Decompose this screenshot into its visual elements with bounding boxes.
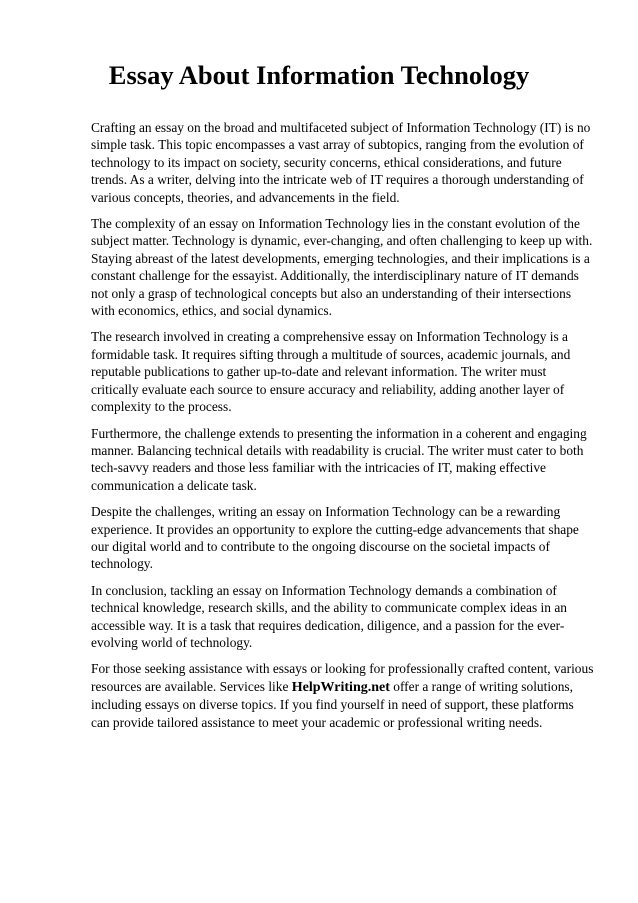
paragraph-rewarding: Despite the challenges, writing an essay on Information Technology can be a rewarding experience. It provides an opportunity to explore the cutting-edge advancements that shape our digital world and to contribute to the ongoing discourse on the societal impacts of technology. <box>91 504 579 572</box>
document-body <box>91 119 595 740</box>
assistance-text-before: For those seeking assistance with essays or looking for professionally crafted content, various resources are available. Services like <box>91 661 594 694</box>
brand-link[interactable]: HelpWriting.net <box>291 679 390 695</box>
paragraph-presentation: Furthermore, the challenge extends to presenting the information in a coherent and engaging manner. Balancing technical details with readability is crucial. The writer must cater to both tech-savvy readers and those less familiar with the intricacies of IT, making effective communication a delicate task. <box>91 425 587 493</box>
paragraph-complexity: The complexity of an essay on Information Technology lies in the constant evolution of the subject matter. Technology is dynamic, ever-changing, and often challenging to keep up with. Staying abreast of the latest developments, emerging technologies, and their implications is a constant challenge for the essayist. Additionally, the interdisciplinary nature of IT demands not only a grasp of technological concepts but also an understanding of their intersections with economics, ethics, and social dynamics. <box>91 216 593 319</box>
paragraph-conclusion: In conclusion, tackling an essay on Information Technology demands a combination of technical knowledge, research skills, and the ability to communicate complex ideas in an accessible way. It is a task that requires dedication, diligence, and a passion for the ever-evolving world of technology. <box>91 582 567 650</box>
paragraph-research: The research involved in creating a comprehensive essay on Information Technology is a formidable task. It requires sifting through a multitude of sources, academic journals, and reputable publications to gather up-to-date and relevant information. The writer must critically evaluate each source to ensure accuracy and reliability, adding another layer of complexity to the process. <box>91 329 571 415</box>
page-title: Essay About Information Technology <box>108 60 530 90</box>
paragraph-intro: Crafting an essay on the broad and multifaceted subject of Information Technology (IT) is no simple task. This topic encompasses a vast array of subtopics, ranging from the evolution of technology to its impact on society, security concerns, ethical considerations, and future trends. As a writer, delving into the intricate web of IT requires a thorough understanding of various concepts, theories, and advancements in the field. <box>91 120 591 205</box>
paragraph-assistance <box>91 660 595 731</box>
assistance-text-after: offer a range of writing solutions, including essays on diverse topics. If you find yourself in need of support, these platforms can provide tailored assistance to meet your academic or professional writing needs. <box>91 678 574 730</box>
